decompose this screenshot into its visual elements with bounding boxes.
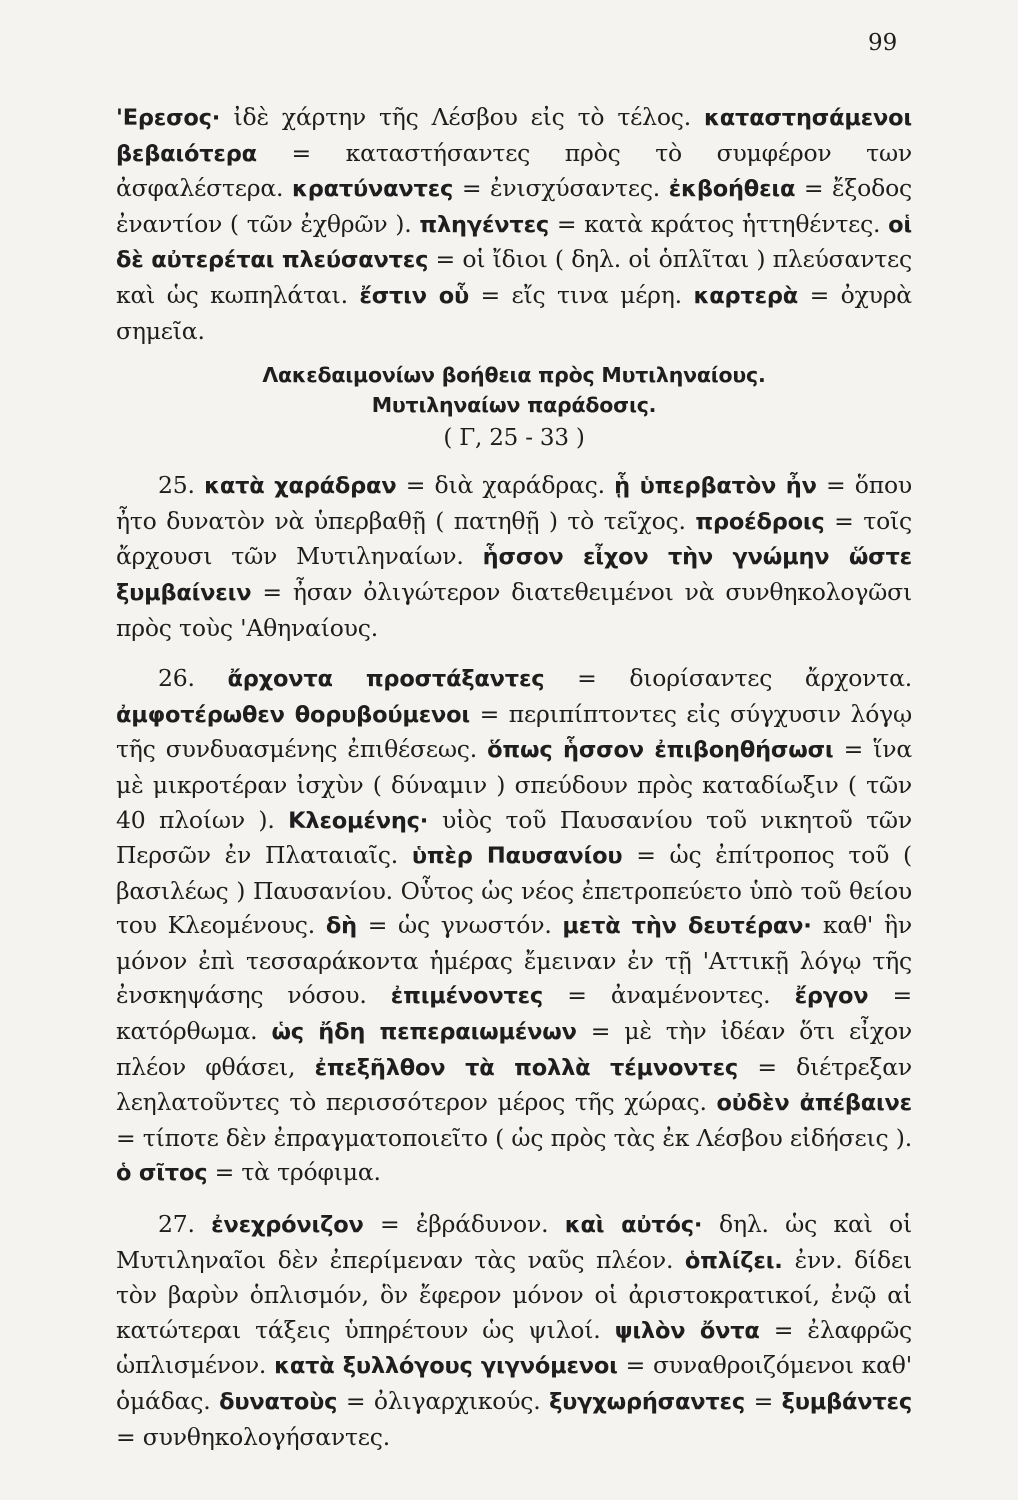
gloss-text: = ἐνισχύσαντες.	[453, 174, 669, 203]
gloss-text: = καταστήσαντες πρὸς τὸ συμφέρον των ἀσφαλέστερα.	[116, 138, 912, 203]
section-heading: Λακεδαιμονίων βοήθεια πρὸς Μυτιληναίους.	[262, 363, 766, 388]
gloss-text: = τίποτε δὲν ἐπραγματοποιεῖτο ( ὡς πρὸς τὰς ἐκ Λέσβου εἰδήσεις ).	[116, 1123, 912, 1152]
lemma-term: ξυμβάντες	[781, 1389, 912, 1415]
gloss-text: = μὲ τὴν ἰδέαν ὅτι εἶχον πλέον φθάσει,	[116, 1017, 913, 1081]
lemma-term: 'Ερεσος·	[116, 105, 234, 131]
paragraph	[116, 468, 912, 645]
lemma-term: ἔργον	[794, 983, 869, 1010]
gloss-text: = τοῖς ἄρχουσι τῶν Μυτιληναίων.	[116, 506, 912, 571]
lemma-term: ὁ σῖτος	[116, 1160, 208, 1187]
gloss-text: δηλ. ὡς καὶ οἱ Μυτιληναῖοι δὲν ἐπερίμεναν τὰς ναῦς πλέον.	[116, 1210, 912, 1274]
gloss-text: =	[745, 1387, 782, 1415]
gloss-text: = ἵνα μὲ μικροτέραν ἰσχὺν ( δύναμιν ) σπεύδουν πρὸς καταδίωξιν ( τῶν 40 πλοίων ).	[116, 735, 912, 834]
gloss-text: 25.	[158, 471, 205, 500]
lemma-term: κατὰ ξυλλόγους γιγνόμενοι	[274, 1353, 618, 1380]
lemma-term: ψιλὸν ὄντα	[614, 1317, 760, 1344]
gloss-text: = συναθροιζόμενοι καθ' ὁμάδας.	[116, 1351, 912, 1415]
gloss-text: ἰδὲ χάρτην τῆς Λέσβου εἰς τὸ τέλος.	[233, 103, 705, 131]
lemma-term: ἀμφοτέρωθεν θορυβούμενοι	[116, 701, 470, 728]
lemma-term: Κλεομένης·	[288, 807, 442, 834]
page-number: 99	[868, 30, 898, 56]
gloss-text: = ὡς γνωστόν.	[356, 911, 563, 940]
gloss-text: = ἦσαν ὀλιγώτερον διατεθειμένοι νὰ συνθηκολογῶσι πρὸς τοὺς 'Αθηναίους.	[116, 577, 912, 642]
gloss-text: = οἱ ἴδιοι ( δηλ. οἱ ὁπλῖται ) πλεύσαντες καὶ ὡς κωπηλάται.	[116, 245, 912, 309]
lemma-term: ὡς ἤδη πεπεραιωμένων	[271, 1019, 577, 1046]
gloss-text: 27.	[158, 1210, 212, 1239]
gloss-text: = περιπίπτοντες εἰς σύγχυσιν λόγῳ τῆς συνδυασμένης ἐπιθέσεως.	[116, 699, 912, 764]
gloss-text: = κατόρθωμα.	[116, 981, 912, 1046]
lemma-term: ἐνεχρόνιζον	[211, 1212, 364, 1239]
gloss-text: ἐνν. δίδει τὸν βαρὺν ὁπλισμόν, ὃν ἔφερον μόνον οἱ ἀριστοκρατικοί, ἐνῷ αἱ κατώτεραι τάξεις ὑπηρέτουν ὡς ψιλοί.	[116, 1245, 912, 1344]
lemma-term: μετὰ τὴν δευτέραν·	[562, 913, 823, 940]
lemma-term: ἐπιμένοντες	[390, 983, 544, 1010]
gloss-text: υἱὸς τοῦ Παυσανίου τοῦ νικητοῦ τῶν Περσῶν ἐν Πλαταιαῖς.	[116, 805, 912, 870]
gloss-text: = ὡς ἐπίτροπος τοῦ ( βασιλέως ) Παυσανίου. Οὗτος ὡς νέος ἐπετροπεύετο ὑπὸ τοῦ θείου του Κλεομένους.	[116, 841, 912, 940]
lemma-term: ὑπὲρ Παυσανίου	[411, 843, 623, 870]
gloss-text: = ὀχυρὰ σημεῖα.	[116, 280, 912, 345]
lemma-term: κρατύναντες	[291, 176, 454, 203]
gloss-text: = ὅπου ἦτο δυνατὸν νὰ ὑπερβαθῇ ( πατηθῇ ) τὸ τεῖχος.	[116, 471, 913, 535]
gloss-text: = ἐβράδυνον.	[363, 1210, 565, 1239]
section-reference: ( Γ, 25 - 33 )	[443, 425, 585, 452]
gloss-text: καθ' ἣν μόνον ἐπὶ τεσσαράκοντα ἡμέρας ἔμειναν ἐν τῇ 'Αττικῇ λόγῳ τῆς ἐνσκηψάσης νόσου.	[116, 911, 912, 1010]
lemma-term: δυνατοὺς	[219, 1389, 338, 1415]
paragraph	[116, 100, 912, 348]
gloss-text: = τὰ τρόφιμα.	[207, 1158, 381, 1187]
lemma-term: οὐδὲν ἀπέβαινε	[716, 1090, 912, 1117]
gloss-text: = κατὰ κράτος ἡττηθέντες.	[549, 209, 889, 238]
lemma-term: ξυγχωρήσαντες	[549, 1389, 746, 1415]
paragraph	[116, 1207, 912, 1454]
lemma-term: καρτερὰ	[693, 282, 799, 309]
gloss-text: = ὀλιγαρχικούς.	[337, 1387, 550, 1415]
lemma-term: προέδροις	[695, 508, 825, 535]
gloss-text: = διὰ χαράδρας.	[396, 471, 615, 500]
gloss-text: 26.	[158, 664, 228, 693]
gloss-text: = ἀναμένοντες.	[543, 981, 795, 1010]
lemma-term: ὅπως ἧσσον ἐπιβοηθήσωσι	[487, 737, 834, 764]
gloss-text: = συνθηκολογήσαντες.	[116, 1422, 391, 1451]
lemma-term: οἱ δὲ αὐτερέται πλεύσαντες	[116, 211, 912, 274]
gloss-text: = εἴς τινα μέρη.	[469, 280, 694, 309]
lemma-term: ἔστιν οὗ	[359, 282, 470, 309]
gloss-text: = ἔξοδος ἐναντίον ( τῶν ἐχθρῶν ).	[116, 174, 912, 238]
paragraph	[116, 661, 912, 1191]
gloss-text: = ἐλαφρῶς ὡπλισμένον.	[116, 1315, 912, 1380]
gloss-text: = διορίσαντες ἄρχοντα.	[544, 664, 913, 693]
lemma-term: καταστησάμενοι βεβαιότερα	[116, 105, 912, 167]
page-body	[116, 100, 912, 1454]
lemma-term: ἄρχοντα προστάξαντες	[227, 666, 545, 693]
lemma-term: ὁπλίζει.	[684, 1247, 795, 1274]
lemma-term: ἐκβοήθεια	[668, 176, 796, 203]
lemma-term: κατὰ χαράδραν	[204, 473, 397, 500]
lemma-term: πληγέντες	[419, 211, 550, 238]
gloss-text: = διέτρεξαν λεηλατοῦντες τὸ περισσότερον μέρος τῆς χώρας.	[116, 1052, 912, 1117]
lemma-term: ἧσσον εἶχον τὴν γνώμην ὥστε ξυμβαίνειν	[116, 544, 912, 606]
lemma-term: ᾗ ὑπερβατὸν ἦν	[614, 473, 817, 500]
lemma-term: δὴ	[325, 913, 357, 940]
lemma-term: καὶ αὐτός·	[564, 1212, 719, 1239]
lemma-term: ἐπεξῆλθον τὰ πολλὰ τέμνοντες	[314, 1054, 739, 1081]
section-heading: Μυτιληναίων παράδοσις.	[371, 393, 657, 418]
